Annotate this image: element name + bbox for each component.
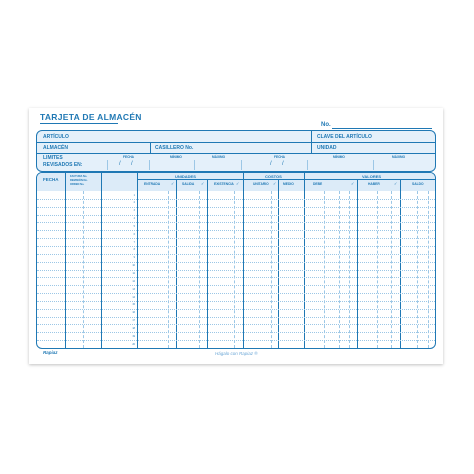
group-valores: VALORES [362, 174, 382, 179]
brand-logo: Rapiaz [43, 350, 58, 355]
row-number: 15 [132, 303, 135, 307]
casillero-label: CASILLERO No. [155, 145, 194, 151]
header-info-box: ARTÍCULO CLAVE DEL ARTÍCULO ALMACÉN CASILLERO No. UNIDAD LIMITES REVISADOS EN: FECHA MÍNIMO MÁXIMO FECHA MÍNIMO MÁXIMO / / / / [36, 130, 436, 172]
table-row[interactable] [37, 324, 435, 325]
table-row[interactable] [37, 332, 435, 333]
row-number: 14 [132, 295, 135, 299]
table-row[interactable] [37, 340, 435, 341]
row-number: 2 [133, 201, 135, 205]
card-title: TARJETA DE ALMACÉN [40, 112, 142, 122]
row-number: 16 [132, 311, 135, 315]
table-row[interactable] [37, 254, 435, 255]
maximo-small-2: MÁXIMO [392, 155, 406, 159]
table-row[interactable] [37, 309, 435, 310]
check-icon: ✓ [236, 181, 240, 186]
table-row[interactable] [37, 277, 435, 278]
col-haber: HABER [368, 182, 380, 186]
row-number: 5 [133, 224, 135, 228]
row-number: 9 [133, 256, 135, 260]
col-debe: DEBE [313, 182, 323, 186]
col-factura-2: REMISIÓN No. [70, 179, 88, 182]
fecha-small-2: FECHA [274, 155, 285, 159]
articulo-label: ARTÍCULO [43, 134, 69, 140]
col-entrada: ENTRADA [144, 182, 161, 186]
footer-note: Hágalo con Rapiaz ® [215, 351, 258, 356]
number-label: No. [321, 122, 331, 128]
table-row[interactable] [37, 270, 435, 271]
fecha-small-1: FECHA [123, 155, 134, 159]
row-number: 3 [133, 209, 135, 213]
col-salida: SALIDA [182, 182, 195, 186]
check-icon: ✓ [351, 181, 355, 186]
table-row[interactable] [37, 207, 435, 208]
title-underline [40, 123, 118, 124]
row-number: 20 [132, 342, 135, 346]
col-factura-1: FACTURA No. [70, 175, 88, 178]
maximo-small-1: MÁXIMO [212, 155, 226, 159]
row-number: 6 [133, 232, 135, 236]
row-number: 11 [132, 272, 135, 275]
table-row[interactable] [37, 246, 435, 247]
row-number: 13 [132, 287, 135, 291]
revisados-label: REVISADOS EN: [43, 162, 83, 168]
table-row[interactable] [37, 222, 435, 223]
clave-label: CLAVE DEL ARTÍCULO [317, 134, 372, 140]
minimo-small-1: MÍNIMO [170, 155, 182, 159]
check-icon: ✓ [394, 181, 398, 186]
row-number: 19 [132, 334, 135, 338]
check-icon: ✓ [201, 181, 205, 186]
row-number: 1 [133, 193, 135, 197]
row-number: 17 [132, 319, 135, 323]
col-factura-3: ORDEN No. [70, 183, 85, 186]
table-row[interactable] [37, 262, 435, 263]
check-icon: ✓ [273, 181, 277, 186]
minimo-small-2: MÍNIMO [333, 155, 345, 159]
check-icon: ✓ [171, 181, 175, 186]
movements-table [36, 172, 436, 349]
col-unitario: UNITARIO [253, 182, 269, 186]
table-row[interactable] [37, 293, 435, 294]
row-number: 4 [133, 217, 135, 221]
table-row[interactable] [37, 215, 435, 216]
table-row[interactable] [37, 238, 435, 239]
col-fecha: FECHA [43, 177, 59, 182]
group-costos: COSTOS [265, 174, 282, 179]
col-saldo: SALDO [412, 182, 424, 186]
table-row[interactable] [37, 230, 435, 231]
table-row[interactable] [37, 301, 435, 302]
almacen-label: ALMACÉN [43, 145, 68, 151]
row-number: 12 [132, 279, 135, 283]
table-row[interactable] [37, 348, 435, 349]
row-number: 10 [132, 264, 135, 268]
unidad-label: UNIDAD [317, 145, 337, 151]
col-medio: MEDIO [283, 182, 294, 186]
limites-label: LIMITES [43, 155, 63, 161]
warehouse-card [29, 108, 443, 364]
row-number: 18 [132, 326, 135, 330]
table-row[interactable] [37, 285, 435, 286]
group-unidades: UNIDADES [175, 174, 196, 179]
table-row[interactable] [37, 199, 435, 200]
row-number: 7 [133, 240, 135, 244]
table-row[interactable] [37, 317, 435, 318]
row-number: 8 [133, 248, 135, 252]
col-existencia: EXISTENCIA [214, 182, 234, 186]
number-field[interactable] [332, 128, 432, 129]
